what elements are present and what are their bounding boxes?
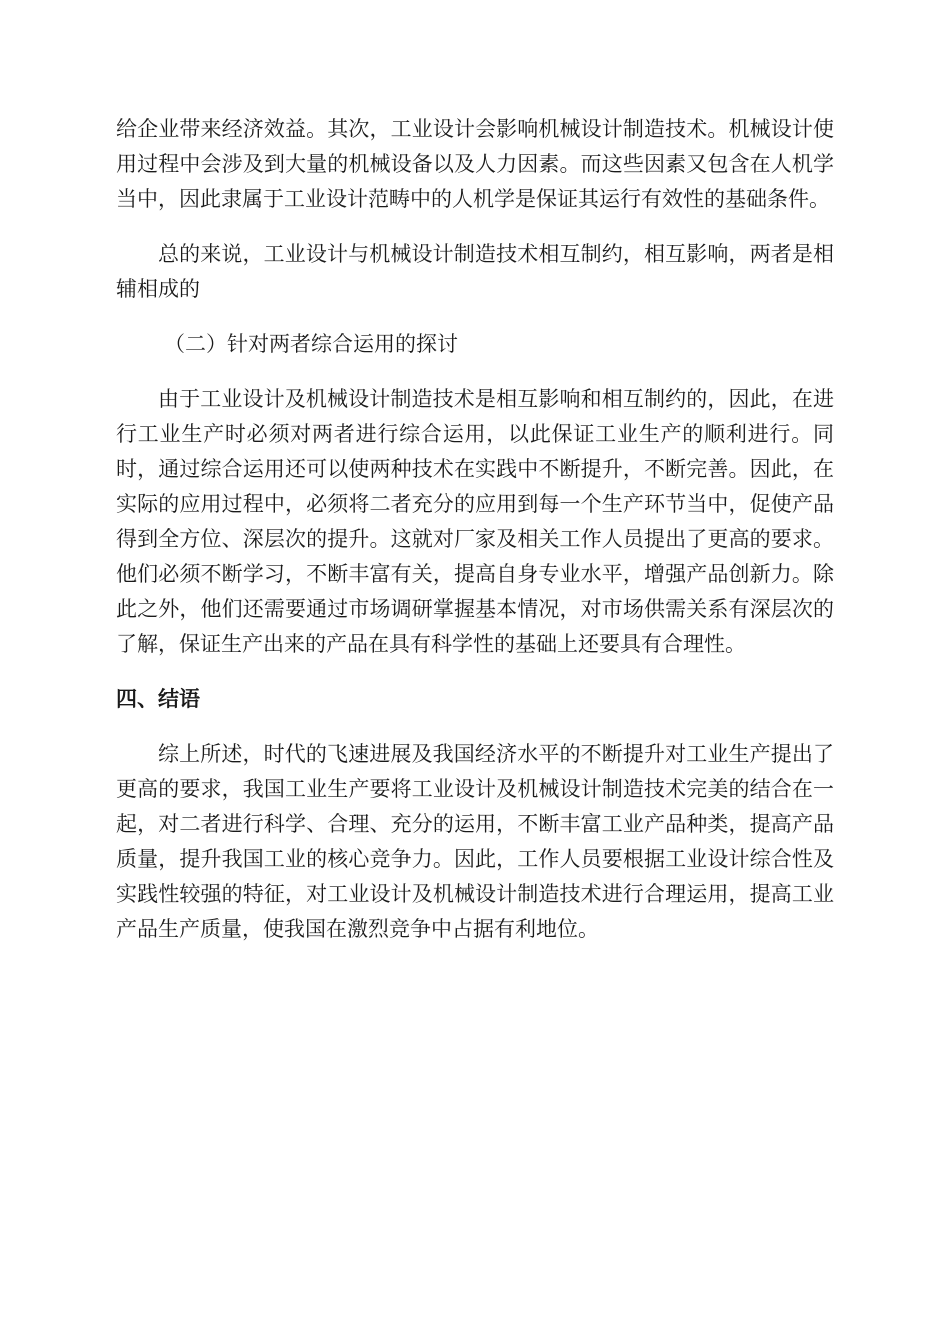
paragraph-summary: 总的来说，工业设计与机械设计制造技术相互制约，相互影响，两者是相辅相成的 (116, 242, 834, 301)
paragraph-discussion: 由于工业设计及机械设计制造技术是相互影响和相互制约的，因此，在进行工业生产时必须对两者进行综合运用，以此保证工业生产的顺利进行。同时，通过综合运用还可以使两种技术在实践中不断提升，不断完善。因此，在实际的应用过程中，必须将二者充分的应用到每一个生产环节当中，促使产品得到全方位、深层次的提升。这就对厂家及相关工作人员提出了更高的要求。他们必须不断学习，不断丰富有关，提高自身专业水平，增强产品创新力。除此之外，他们还需要通过市场调研掌握基本情况，对市场供需关系有深层次的了解，保证生产出来的产品在具有科学性的基础上还要具有合理性。 (116, 387, 834, 656)
section-heading-conclusion: 四、结语 (116, 687, 200, 711)
paragraph-conclusion: 综上所述，时代的飞速进展及我国经济水平的不断提升对工业生产提出了更高的要求，我国工业生产要将工业设计及机械设计制造技术完美的结合在一起，对二者进行科学、合理、充分的运用，不断丰富工业产品种类，提高产品质量，提升我国工业的核心竞争力。因此，工作人员要根据工业设计综合性及实践性较强的特征，对工业设计及机械设计制造技术进行合理运用，提高工业产品生产质量，使我国在激烈竞争中占据有利地位。 (116, 742, 834, 941)
paragraph-continuation: 给企业带来经济效益。其次，工业设计会影响机械设计制造技术。机械设计使用过程中会涉及到大量的机械设备以及人力因素。而这些因素又包含在人机学当中，因此隶属于工业设计范畴中的人机学是保证其运行有效性的基础条件。 (116, 117, 834, 211)
section-subheading: （二）针对两者综合运用的探讨 (164, 332, 458, 356)
document-page (116, 112, 834, 947)
